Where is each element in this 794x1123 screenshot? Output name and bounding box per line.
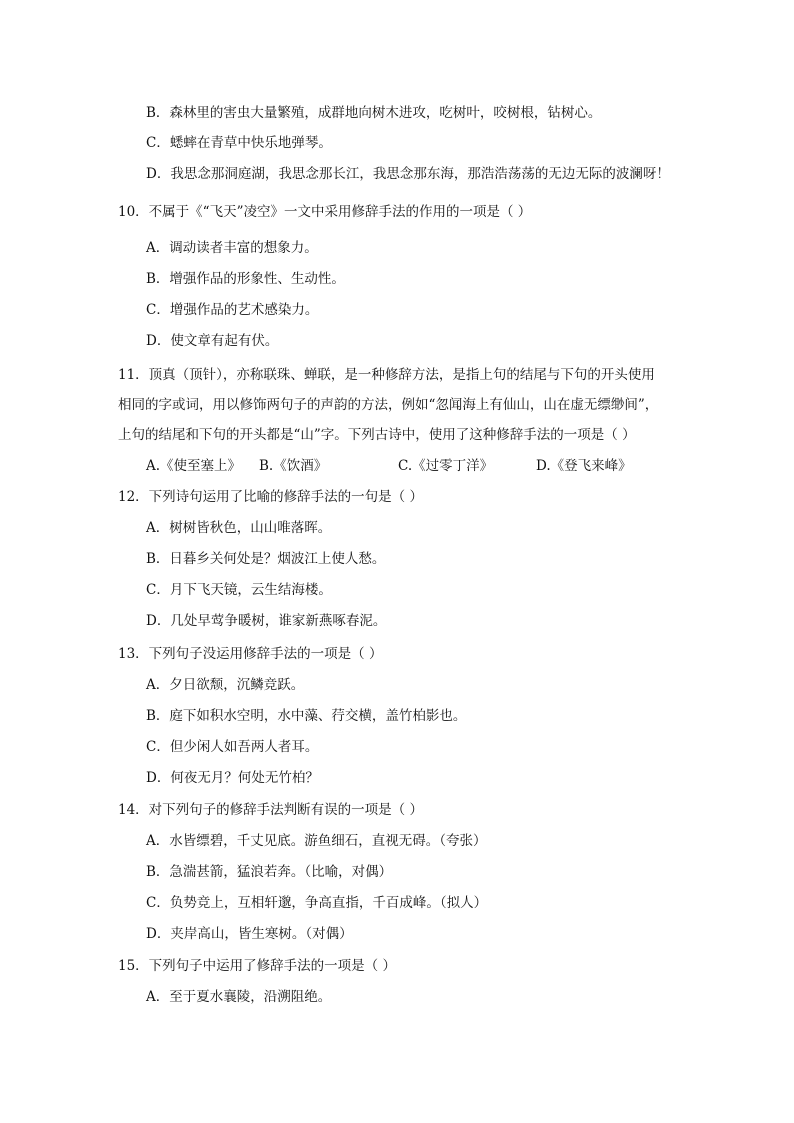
q9-option-b: B．森林里的害虫大量繁殖，成群地向树木进攻，吃树叶，咬树根，钻树心。 (146, 105, 602, 121)
question-11-line-2: 相同的字或词，用以修饰两句子的声韵的方法，例如“忽闻海上有仙山，山在虚无缥缈间”， (118, 397, 659, 413)
q11-option-c: C.《过零丁洋》 (398, 458, 494, 474)
q11-option-b: B.《饮酒》 (259, 458, 328, 474)
q14-option-b: B．急湍甚箭，猛浪若奔。（比喻，对偶） (146, 864, 393, 880)
question-12: 12．下列诗句运用了比喻的修辞手法的一句是（ ） (118, 489, 423, 505)
question-15: 15．下列句子中运用了修辞手法的一项是（ ） (118, 958, 396, 974)
q10-option-b: B．增强作品的形象性、生动性。 (146, 271, 345, 287)
q12-option-c: C．月下飞天镜，云生结海楼。 (146, 582, 332, 598)
q9-option-c: C．蟋蟀在青草中快乐地弹琴。 (146, 135, 332, 151)
q11-option-d: D.《登飞来峰》 (536, 458, 632, 474)
question-14: 14．对下列句子的修辞手法判断有误的一项是（ ） (118, 802, 423, 818)
q14-option-d: D．夹岸高山，皆生寒树。（对偶） (146, 926, 353, 942)
q10-option-c: C．增强作品的艺术感染力。 (146, 302, 319, 318)
question-13: 13．下列句子没运用修辞手法的一项是（ ） (118, 646, 383, 662)
q14-option-a: A．水皆缥碧，千丈见底。游鱼细石，直视无碍。（夸张） (146, 833, 487, 849)
q9-option-d: D．我思念那洞庭湖，我思念那长江，我思念那东海，那浩浩荡荡的无边无际的波澜呀！ (146, 166, 670, 182)
q10-option-a: A．调动读者丰富的想象力。 (146, 240, 318, 256)
q12-option-d: D．几处早莺争暖树，谁家新燕啄春泥。 (146, 613, 387, 629)
q13-option-a: A．夕日欲颓，沉鳞竞跃。 (146, 677, 305, 693)
question-10: 10．不属于《“飞天”凌空》一文中采用修辞手法的作用的一项是（ ） (118, 204, 532, 220)
q12-option-b: B．日暮乡关何处是？烟波江上使人愁。 (146, 551, 386, 567)
q15-option-a: A．至于夏水襄陵，沿溯阻绝。 (146, 989, 332, 1005)
q14-option-c: C．负势竞上，互相轩邈，争高直指，千百成峰。（拟人） (146, 895, 488, 911)
q12-option-a: A．树树皆秋色，山山唯落晖。 (146, 520, 332, 536)
question-11-line-3: 上句的结尾和下句的开头都是“山”字。下列古诗中，使用了这种修辞手法的一项是（ ） (118, 427, 636, 443)
q13-option-d: D．何夜无月？何处无竹柏？ (146, 770, 319, 786)
q10-option-d: D．使文章有起有伏。 (146, 333, 279, 349)
q13-option-b: B．庭下如积水空明，水中藻、荇交横，盖竹柏影也。 (146, 708, 467, 724)
q11-option-a: A.《使至塞上》 (146, 458, 242, 474)
question-11-line-1: 11．顶真（顶针），亦称联珠、蝉联，是一种修辞方法，是指上句的结尾与下句的开头使用 (118, 367, 655, 383)
q13-option-c: C．但少闲人如吾两人者耳。 (146, 739, 319, 755)
